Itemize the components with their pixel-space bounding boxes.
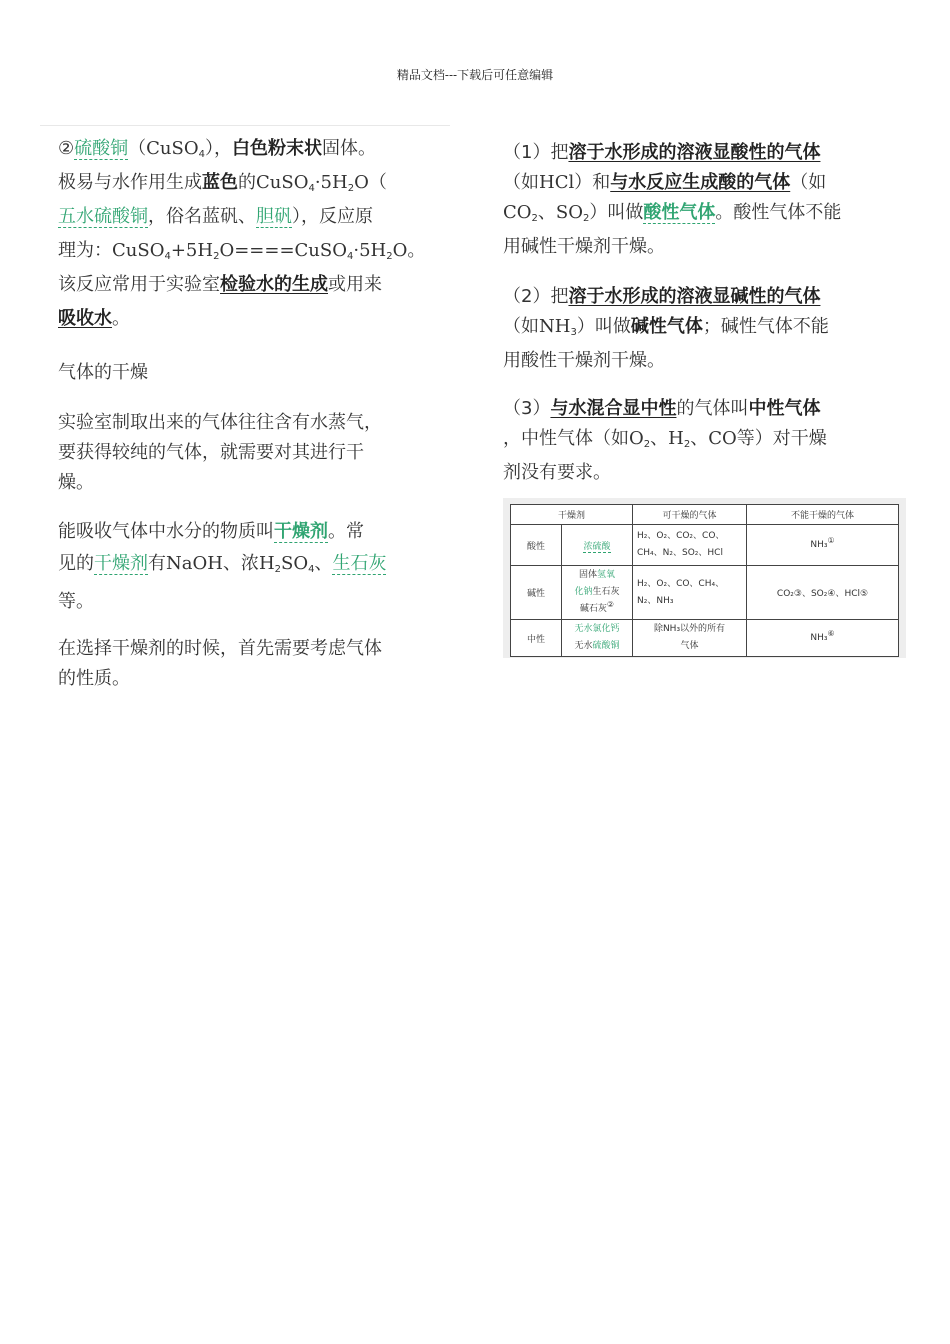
table-cell-agent — [562, 525, 633, 566]
section-heading: 气体的干燥 — [58, 362, 148, 383]
term-link-danfan[interactable]: 胆矾 — [256, 206, 292, 227]
term-link-acidic-gas[interactable]: 酸性气体 — [643, 202, 716, 223]
paragraph-drying-intro: 实验室制取出来的气体往往含有水蒸气， 要获得较纯的气体，就需要对其进行干 燥。 — [58, 412, 382, 493]
term-link-copper-sulfate[interactable]: 硫酸铜 — [74, 138, 129, 159]
paragraph-basic-gas: （2）把溶于水形成的溶液显碱性的气体 （如$NH_3$）叫做碱性气体；碱性气体不能 用酸性干燥剂干燥。 — [503, 286, 829, 371]
paragraph-copper-sulfate: ②硫酸铜（CuSO$_4$），白色粉末状固体。 极易与水作用生成蓝色的$CuSO_4\cdot 5H_2O$（ 五水硫酸铜，俗名蓝矾、胆矾），反应原 理为：$CuSO_4+5H_2O====CuSO_4\cdot 5H_2O$。 该反应常用于实验室检验水的生成或用来 吸收水。 — [58, 138, 426, 329]
term-link-desiccant-2[interactable]: 干燥剂 — [94, 553, 148, 574]
table-header-cell: 干燥剂 — [511, 505, 633, 525]
left-column — [58, 132, 438, 694]
table-cell-dryable: H₂、O₂、CO₂、CO、 CH₄、N₂、SO₂、HCl — [633, 525, 747, 566]
table-cell-dryable: 除NH₃以外的所有 气体 — [633, 620, 747, 657]
table-cell-not-dryable: NH₃⑥ — [747, 620, 899, 657]
term-link-pentahydrate[interactable]: 五水硫酸铜 — [58, 206, 148, 227]
table-cell-agent: 无水氯化钙 无水硫酸铜 — [562, 620, 633, 657]
table-row — [511, 566, 899, 620]
page-header: 精品文档---下载后可任意编辑 — [396, 68, 554, 82]
table-row — [511, 525, 899, 566]
table-header-row — [511, 505, 899, 525]
circled-number: ② — [58, 138, 75, 159]
desiccant-table — [510, 504, 899, 657]
term-link-desiccant[interactable]: 干燥剂 — [274, 521, 328, 542]
paragraph-neutral-gas: （3）与水混合显中性的气体叫中性气体 ，中性气体（如$O_2$、$H_2$、CO等）对干燥 剂没有要求。 — [503, 398, 827, 483]
table-cell-type: 中性 — [511, 620, 562, 657]
table-cell-type: 碱性 — [511, 566, 562, 620]
table-cell-not-dryable: NH₃① — [747, 525, 899, 566]
paragraph-desiccant: 能吸收气体中水分的物质叫干燥剂。常 见的干燥剂有NaOH、浓$H_2SO_4$、生石灰 等。 — [58, 521, 387, 612]
term-link-quicklime[interactable]: 生石灰 — [332, 553, 387, 574]
table-cell-dryable: H₂、O₂、CO、CH₄、 N₂、NH₃ — [633, 566, 747, 620]
term-link-conc-sulfuric[interactable]: 浓硫酸 — [583, 541, 611, 552]
paragraph-acidic-gas: （1）把溶于水形成的溶液显酸性的气体 （如HCl）和与水反应生成酸的气体（如 $CO_2$、$SO_2$）叫做酸性气体。酸性气体不能 用碱性干燥剂干燥。 — [503, 142, 842, 257]
table-header-cell: 不能干燥的气体 — [747, 505, 899, 525]
paragraph-selection: 在选择干燥剂的时候，首先需要考虑气体 的性质。 — [58, 638, 382, 689]
table-cell-not-dryable: CO₂③、SO₂④、HCl⑤ — [747, 566, 899, 620]
right-column — [503, 138, 913, 488]
table-cell-type: 酸性 — [511, 525, 562, 566]
divider — [40, 125, 450, 126]
table-header-cell: 可干燥的气体 — [633, 505, 747, 525]
table-cell-agent: 固体氢氧 化钠生石灰 碱石灰② — [562, 566, 633, 620]
desiccant-table-figure — [503, 498, 906, 658]
table-row — [511, 620, 899, 657]
